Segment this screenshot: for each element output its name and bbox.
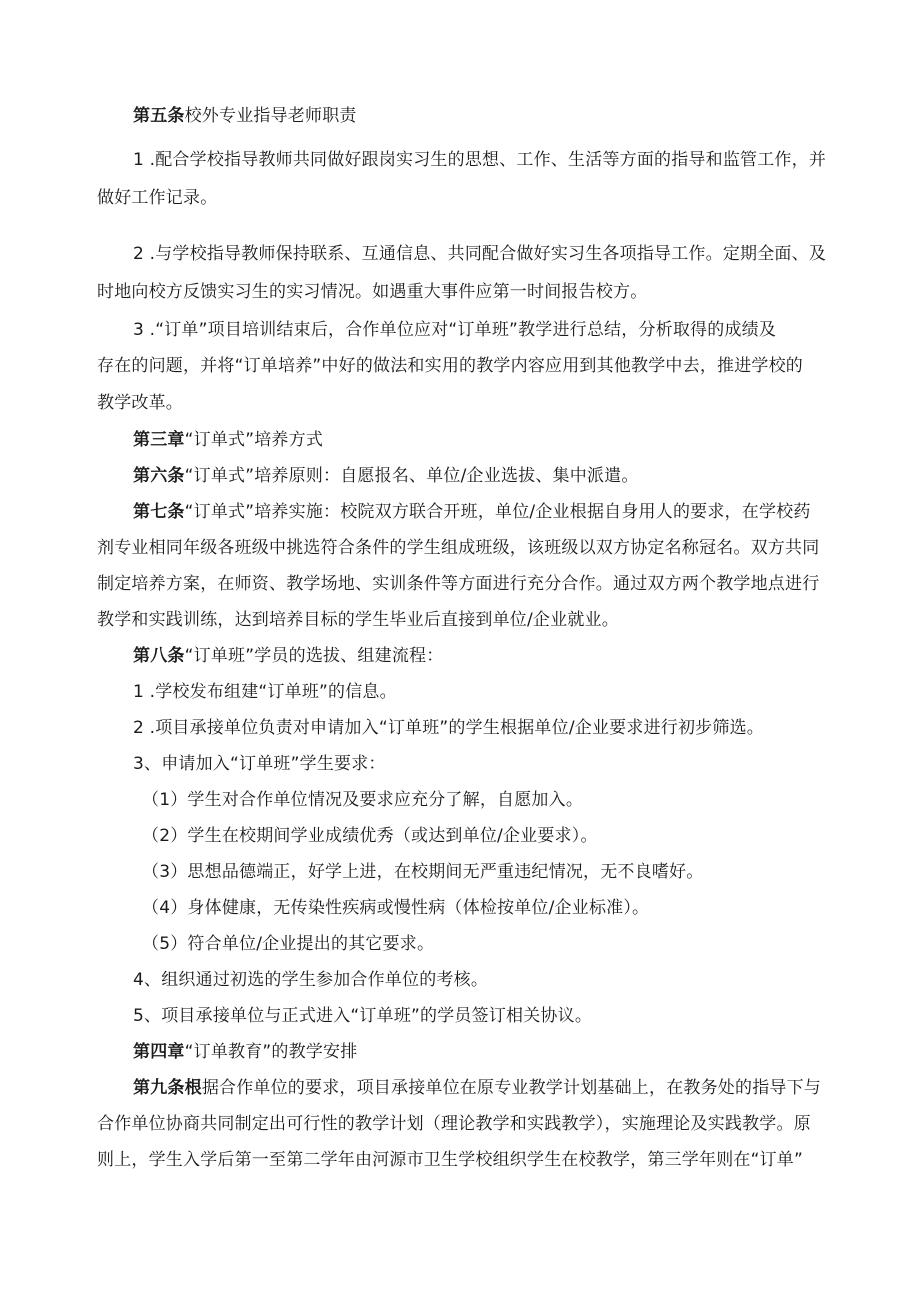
article-5-item-1-line-2: 做好工作记录。 xyxy=(97,188,218,208)
chapter-3-label: 第三章 xyxy=(133,430,185,450)
article-8-label: 第八条 xyxy=(133,646,185,666)
article-5-item-2-line-2: 时地向校方反馈实习生的实习情况。如遇重大事件应第一时间报告校方。 xyxy=(97,282,648,302)
article-7-line-3: 制定培养方案，在师资、教学场地、实训条件等方面进行充分合作。通过双方两个教学地点进行 xyxy=(97,574,820,594)
article-8-title: “订单班”学员的选拔、组建流程： xyxy=(184,646,444,666)
article-6 xyxy=(133,466,639,486)
article-8-sub-4: （4）身体健康，无传染性疾病或慢性病（体检按单位/企业标准）。 xyxy=(142,898,650,918)
article-6-label: 第六条 xyxy=(133,466,185,486)
article-8-item-2: 2 .项目承接单位负责对申请加入“订单班”的学生根据单位/企业要求进行初步筛选。 xyxy=(133,718,764,738)
article-9-label: 第九条根 xyxy=(133,1078,202,1098)
article-9-line-1 xyxy=(133,1078,821,1098)
article-5-title: 校外专业指导老师职责 xyxy=(184,106,357,126)
article-7-text: “订单式”培养实施：校院双方联合开班，单位/企业根据自身用人的要求，在学校药 xyxy=(184,502,811,522)
chapter-3-heading xyxy=(133,430,323,450)
article-5-item-3-line-2: 存在的问题，并将“订单培养”中好的做法和实用的教学内容应用到其他教学中去，推进学校的 xyxy=(97,356,804,376)
article-6-text: “订单式”培养原则：自愿报名、单位/企业选拔、集中派遣。 xyxy=(184,466,639,486)
article-8-item-5: 5、项目承接单位与正式进入“订单班”的学员签订相关协议。 xyxy=(133,1006,593,1026)
article-7-line-1 xyxy=(133,502,811,522)
article-8-sub-3: （3）思想品德端正，好学上进，在校期间无严重违纪情况，无不良嗜好。 xyxy=(142,862,704,882)
chapter-3-title: “订单式”培养方式 xyxy=(184,430,324,450)
article-5-item-3-line-3: 教学改革。 xyxy=(97,393,183,413)
article-5-item-3-line-1: 3 .“订单”项目培训结束后，合作单位应对“订单班”教学进行总结，分析取得的成绩及 xyxy=(133,320,777,340)
article-8-heading xyxy=(133,646,443,666)
chapter-4-title: “订单教育”的教学安排 xyxy=(184,1042,358,1062)
chapter-4-heading xyxy=(133,1042,357,1062)
article-9-text: 据合作单位的要求，项目承接单位在原专业教学计划基础上，在教务处的指导下与 xyxy=(201,1078,822,1098)
article-9-line-3: 则上，学生入学后第一至第二学年由河源市卫生学校组织学生在校教学，第三学年则在“订单” xyxy=(97,1150,804,1170)
article-7-label: 第七条 xyxy=(133,502,185,522)
article-8-sub-2: （2）学生在校期间学业成绩优秀（或达到单位/企业要求）。 xyxy=(142,826,598,846)
article-5-heading xyxy=(133,106,357,126)
article-5-label: 第五条 xyxy=(133,106,185,126)
article-7-line-2: 剂专业相同年级各班级中挑选符合条件的学生组成班级，该班级以双方协定名称冠名。双方共同 xyxy=(97,538,820,558)
article-8-item-1: 1 .学校发布组建“订单班”的信息。 xyxy=(133,682,397,702)
article-8-sub-1: （1）学生对合作单位情况及要求应充分了解，自愿加入。 xyxy=(142,790,584,810)
article-7-line-4: 教学和实践训练，达到培养目标的学生毕业后直接到单位/企业就业。 xyxy=(97,610,619,630)
article-8-item-3: 3、申请加入“订单班”学生要求： xyxy=(133,754,386,774)
article-8-item-4: 4、组织通过初选的学生参加合作单位的考核。 xyxy=(133,970,489,990)
article-9-line-2: 合作单位协商共同制定出可行性的教学计划（理论教学和实践教学），实施理论及实践教学。原 xyxy=(97,1114,811,1134)
article-8-sub-5: （5）符合单位/企业提出的其它要求。 xyxy=(142,934,435,954)
article-5-item-2-line-1: 2 .与学校指导教师保持联系、互通信息、共同配合做好实习生各项指导工作。定期全面、及 xyxy=(133,244,827,264)
article-5-item-1-line-1: 1 .配合学校指导教师共同做好跟岗实习生的思想、工作、生活等方面的指导和监管工作，并 xyxy=(133,150,827,170)
chapter-4-label: 第四章 xyxy=(133,1042,185,1062)
